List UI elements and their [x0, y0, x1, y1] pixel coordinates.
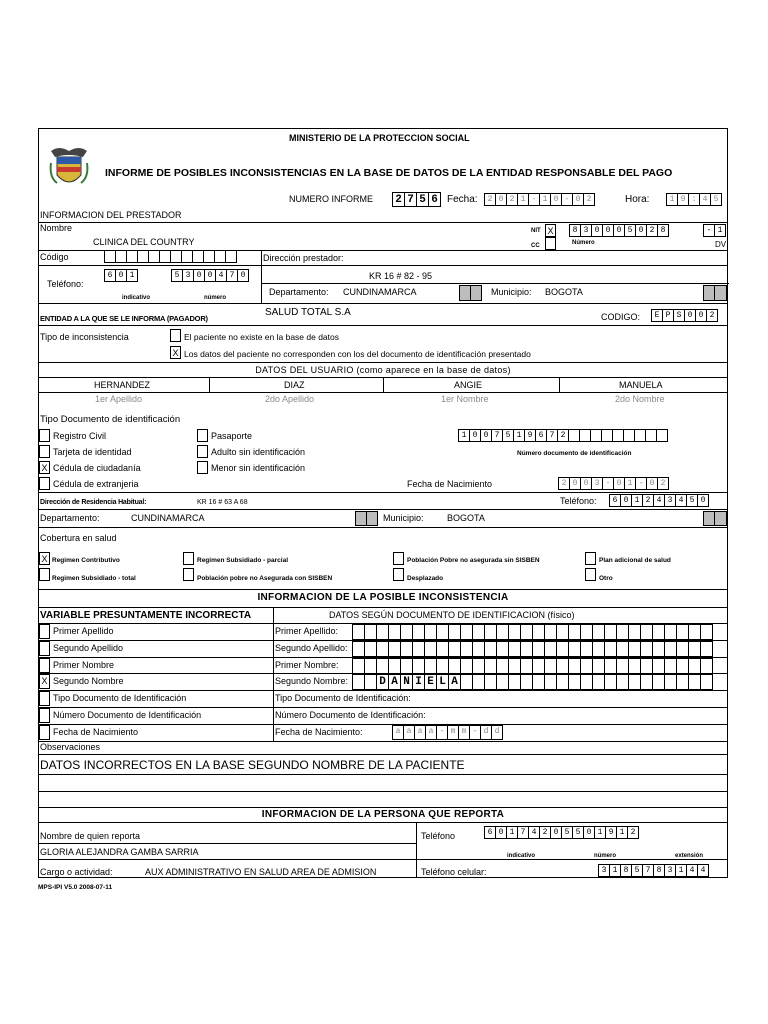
telefono-box[interactable]: 5: [171, 269, 183, 282]
fecha-nacimiento-box[interactable]: -: [602, 477, 614, 490]
telefono-reporta-box[interactable]: 6: [484, 826, 496, 839]
municipio-usuario-label: Municipio:: [383, 513, 424, 523]
cargo-value: AUX ADMINISTRATIVO EN SALUD AREA DE ADMISION: [145, 867, 377, 877]
segundo-nombre-document-box[interactable]: [700, 674, 713, 690]
hora-box[interactable]: 9: [677, 193, 689, 206]
celular-box[interactable]: 8: [653, 864, 665, 877]
hora-label: Hora:: [625, 194, 650, 205]
desplazado-checkbox[interactable]: [393, 568, 404, 581]
numero-documento-document-label: Número Documento de Identificación:: [275, 710, 426, 720]
datos-usuario-title: DATOS DEL USUARIO (como aparece en la base de datos): [255, 365, 511, 375]
numero-tel-label: número: [204, 295, 227, 301]
fecha-nacimiento-variable-label: Fecha de Nacimiento: [53, 726, 139, 737]
celular-box[interactable]: 3: [664, 864, 676, 877]
segundo-apellido-value: DIAZ: [284, 380, 305, 390]
fecha-nacimiento-placeholder-box[interactable]: a: [403, 725, 415, 740]
subsidiado-parcial-checkbox[interactable]: [183, 552, 194, 565]
celular-box[interactable]: 4: [697, 864, 709, 877]
otro-checkbox[interactable]: [585, 568, 596, 581]
fecha-nacimiento-box[interactable]: 0: [646, 477, 658, 490]
segundo-nombre-value: MANUELA: [619, 380, 663, 390]
pobre-sin-sisben-option: Población Pobre no asegurada sin SISBEN: [407, 557, 540, 564]
telefono-usuario-boxes: [610, 494, 709, 507]
hora-box[interactable]: 4: [699, 193, 711, 206]
dv-box[interactable]: 1: [714, 224, 726, 237]
fecha-nacimiento-placeholder-box[interactable]: -: [469, 725, 481, 740]
no-existe-option: El paciente no existe en la base de datos: [184, 332, 339, 342]
segundo-nombre-document-box[interactable]: I: [412, 674, 425, 690]
telefono-usuario-box[interactable]: 3: [664, 494, 676, 507]
lbl-segundo-apellido: 2do Apellido: [265, 394, 315, 404]
nit-box[interactable]: 0: [635, 224, 647, 237]
lbl-primer-nombre: 1er Nombre: [441, 394, 489, 404]
dv-label: DV: [715, 240, 727, 249]
codigo-entidad-box[interactable]: S: [673, 309, 685, 322]
telefono-usuario-box[interactable]: 4: [653, 494, 665, 507]
telefono-usuario-box[interactable]: 5: [686, 494, 698, 507]
codigo-entidad-boxes: [652, 309, 718, 322]
primer-nombre-document-label: Primer Nombre:: [275, 659, 339, 670]
contributivo-option: Regimen Contributivo: [52, 557, 120, 564]
variable-incorrecta-label: VARIABLE PRESUNTAMENTE INCORRECTA: [40, 610, 252, 621]
prestador-nombre: CLINICA DEL COUNTRY: [93, 237, 195, 247]
cargo-label: Cargo o actividad:: [40, 867, 113, 877]
fecha-nacimiento-placeholder-box[interactable]: a: [392, 725, 404, 740]
fecha-nacimiento-box[interactable]: -: [635, 477, 647, 490]
registro-civil-option: Registro Civil: [53, 431, 107, 441]
telefono-reporta-box[interactable]: 0: [495, 826, 507, 839]
documento-box[interactable]: [656, 429, 668, 442]
fecha-nacimiento-box[interactable]: 2: [558, 477, 570, 490]
hora-boxes: [667, 193, 722, 206]
codigo-box[interactable]: [225, 250, 237, 263]
celular-box[interactable]: 8: [620, 864, 632, 877]
telefono-reporta-box[interactable]: 1: [506, 826, 518, 839]
telefono-reporta-box[interactable]: 1: [594, 826, 606, 839]
telefono-reporta-box[interactable]: 5: [572, 826, 584, 839]
direccion-residencia: KR 16 # 63 A 68: [197, 499, 248, 506]
datos-documento-label: DATOS SEGÚN DOCUMENTO DE IDENTIFICACION (físico): [329, 610, 575, 620]
documento-box[interactable]: 5: [502, 429, 514, 442]
indicativo-box[interactable]: 0: [115, 269, 127, 282]
fecha-nacimiento-box[interactable]: 1: [624, 477, 636, 490]
primer-nombre-variable-checkbox[interactable]: [39, 658, 50, 673]
direccion-residencia-label: Dirección de Residencia Habitual:: [40, 499, 147, 506]
extension-reporta-label: extensión: [675, 853, 704, 859]
segundo-apellido-document-label: Segundo Apellido:: [275, 642, 348, 653]
nit-box[interactable]: 0: [613, 224, 625, 237]
segundo-nombre-document-box[interactable]: N: [400, 674, 413, 690]
municipio-prestador: BOGOTA: [545, 287, 583, 297]
fecha-nacimiento-placeholder-box[interactable]: d: [480, 725, 492, 740]
contributivo-checkbox[interactable]: X: [39, 552, 50, 565]
no-corresponden-option: Los datos del paciente no corresponden con los del documento de identificación presentado: [184, 349, 531, 359]
adulto-checkbox[interactable]: [197, 445, 208, 458]
no-existe-checkbox[interactable]: [170, 329, 181, 342]
celular-box[interactable]: 3: [598, 864, 610, 877]
segundo-nombre-document-label: Segundo Nombre:: [275, 676, 349, 687]
documento-box[interactable]: 1: [458, 429, 470, 442]
codigo-boxes: [105, 250, 237, 263]
telefono-reporta-box[interactable]: 0: [583, 826, 595, 839]
tarjeta-checkbox[interactable]: [39, 445, 50, 458]
tipo-documento-label: Tipo Documento de identificación: [40, 414, 181, 425]
nit-box[interactable]: 2: [646, 224, 658, 237]
documento-box[interactable]: 2: [557, 429, 569, 442]
celular-box[interactable]: 4: [686, 864, 698, 877]
primer-apellido-value: HERNANDEZ: [94, 380, 151, 390]
segundo-apellido-variable-checkbox[interactable]: [39, 641, 50, 656]
telefono-usuario-box[interactable]: 1: [631, 494, 643, 507]
departamento-prestador-label: Departamento:: [269, 287, 329, 297]
telefono-box[interactable]: 3: [182, 269, 194, 282]
codigo-entidad-box[interactable]: 2: [706, 309, 718, 322]
fecha-box[interactable]: 1: [539, 193, 551, 206]
plan-adicional-option: Plan adicional de salud: [599, 557, 671, 564]
fecha-nacimiento-placeholder-boxes: [393, 725, 503, 740]
nit-box[interactable]: 8: [569, 224, 581, 237]
fecha-boxes: [485, 193, 595, 206]
persona-reporta-title: INFORMACION DE LA PERSONA QUE REPORTA: [261, 809, 505, 820]
primer-apellido-variable-checkbox[interactable]: [39, 624, 50, 639]
telefono-reporta-box[interactable]: 4: [528, 826, 540, 839]
numero-reporta-label: número: [594, 853, 617, 859]
cobertura-label: Cobertura en salud: [40, 533, 117, 543]
subsidiado-total-option: Regimen Subsidiado - total: [52, 575, 136, 582]
numero-documento-variable-checkbox[interactable]: [39, 708, 50, 723]
pobre-asegurada-option: Población pobre no Asegurada con SISBEN: [197, 575, 333, 582]
documento-box[interactable]: 7: [491, 429, 503, 442]
fecha-box[interactable]: 2: [484, 193, 496, 206]
municipio-usuario: BOGOTA: [447, 513, 485, 523]
fecha-nacimiento-placeholder-box[interactable]: a: [414, 725, 426, 740]
telefono-usuario-box[interactable]: 4: [675, 494, 687, 507]
fecha-nacimiento-variable-checkbox[interactable]: [39, 725, 50, 740]
primer-nombre-variable-label: Primer Nombre: [53, 659, 115, 670]
documento-box[interactable]: 7: [546, 429, 558, 442]
pasaporte-checkbox[interactable]: [197, 429, 208, 442]
numero-informe-box[interactable]: 5: [416, 192, 429, 207]
municipio-prestador-label: Municipio:: [491, 287, 532, 297]
telefono-reporta-box[interactable]: 1: [616, 826, 628, 839]
primer-nombre-value: ANGIE: [454, 380, 483, 390]
codigo-entidad-box[interactable]: E: [651, 309, 663, 322]
telefono-box[interactable]: 7: [226, 269, 238, 282]
telefono-reporta-box[interactable]: 0: [550, 826, 562, 839]
pasaporte-option: Pasaporte: [211, 431, 253, 441]
codigo-entidad-label: CODIGO:: [601, 312, 641, 322]
telefono-usuario-box[interactable]: 2: [642, 494, 654, 507]
documento-box[interactable]: 6: [535, 429, 547, 442]
primer-apellido-document-box[interactable]: [700, 624, 713, 640]
nit-number-boxes: [570, 224, 669, 237]
dv-box[interactable]: -: [703, 224, 715, 237]
fecha-box[interactable]: 0: [572, 193, 584, 206]
no-corresponden-checkbox[interactable]: X: [170, 346, 181, 359]
direccion-prestador-label: Dirección prestador:: [263, 253, 344, 263]
telefono-box[interactable]: 4: [215, 269, 227, 282]
segundo-nombre-document-box[interactable]: A: [388, 674, 401, 690]
primer-nombre-document-box[interactable]: [700, 658, 713, 674]
primer-apellido-document-boxes: [353, 624, 713, 640]
menor-checkbox[interactable]: [197, 461, 208, 474]
segundo-apellido-document-boxes: [353, 641, 713, 657]
extranjeria-checkbox[interactable]: [39, 477, 50, 490]
numero-small-label: Número: [572, 240, 595, 246]
nombre-reporta-label: Nombre de quien reporta: [40, 831, 141, 841]
colombia-coat-of-arms-icon: [47, 143, 91, 193]
segundo-nombre-document-box[interactable]: D: [376, 674, 389, 690]
fecha-nacimiento-label: Fecha de Nacimiento: [407, 479, 493, 489]
celular-box[interactable]: 1: [675, 864, 687, 877]
plan-adicional-checkbox[interactable]: [585, 552, 596, 565]
fecha-nacimiento-document-label: Fecha de Nacimiento:: [275, 726, 363, 737]
indicativo-box[interactable]: 1: [126, 269, 138, 282]
nombre-label: Nombre: [40, 223, 73, 233]
menor-option: Menor sin identificación: [211, 463, 306, 473]
celular-box[interactable]: 1: [609, 864, 621, 877]
celular-box[interactable]: 7: [642, 864, 654, 877]
telefono-reporta-box[interactable]: 5: [561, 826, 573, 839]
desplazado-option: Desplazado: [407, 575, 444, 582]
indicativo-label: indicativo: [122, 295, 151, 301]
departamento-usuario-label: Departamento:: [40, 513, 100, 523]
codigo-entidad-box[interactable]: P: [662, 309, 674, 322]
fecha-box[interactable]: 0: [495, 193, 507, 206]
numero-informe-box[interactable]: 2: [392, 192, 405, 207]
primer-apellido-document-label: Primer Apellido:: [275, 626, 339, 636]
telefono-usuario-box[interactable]: 0: [620, 494, 632, 507]
segundo-nombre-document-box[interactable]: L: [436, 674, 449, 690]
codigo-entidad-box[interactable]: 0: [695, 309, 707, 322]
fecha-box[interactable]: 2: [506, 193, 518, 206]
telefono-reporta-boxes: [485, 826, 639, 839]
documento-numero-label: Número documento de identificación: [517, 450, 632, 457]
fecha-nacimiento-box[interactable]: 2: [657, 477, 669, 490]
documento-box[interactable]: 0: [480, 429, 492, 442]
otro-option: Otro: [599, 575, 613, 582]
indicativo-boxes: [105, 269, 138, 282]
extranjeria-option: Cédula de extranjeria: [53, 479, 139, 489]
hora-box[interactable]: 5: [710, 193, 722, 206]
ministry-name: MINISTERIO DE LA PROTECCION SOCIAL: [289, 133, 470, 143]
numero-informe-label: NUMERO INFORME: [289, 194, 373, 204]
fecha-label: Fecha:: [447, 194, 478, 205]
cc-checkbox[interactable]: [545, 237, 556, 250]
adulto-option: Adulto sin identificación: [211, 447, 306, 457]
cedula-option: Cédula de ciudadanía: [53, 463, 141, 473]
tipo-documento-variable-label: Tipo Documento de Identificación: [53, 693, 187, 704]
telefono-usuario-box[interactable]: 0: [697, 494, 709, 507]
dv-boxes: [704, 224, 726, 237]
documento-box[interactable]: 0: [469, 429, 481, 442]
telefono-reporta-box[interactable]: 2: [627, 826, 639, 839]
pobre-sin-sisben-checkbox[interactable]: [393, 552, 404, 565]
fecha-nacimiento-placeholder-box[interactable]: m: [447, 725, 459, 740]
nit-box[interactable]: 8: [657, 224, 669, 237]
nit-box[interactable]: 0: [591, 224, 603, 237]
departamento-usuario: CUNDINAMARCA: [131, 513, 205, 523]
hora-box[interactable]: 1: [666, 193, 678, 206]
celular-box[interactable]: 5: [631, 864, 643, 877]
telefono-box[interactable]: 0: [193, 269, 205, 282]
segundo-apellido-variable-label: Segundo Apellido: [53, 642, 124, 653]
cedula-checkbox[interactable]: X: [39, 461, 50, 474]
subsidiado-total-checkbox[interactable]: [39, 568, 50, 581]
numero-informe-box[interactable]: 6: [428, 192, 441, 207]
indicativo-reporta-label: indicativo: [507, 853, 536, 859]
fecha-nacimiento-placeholder-box[interactable]: a: [425, 725, 437, 740]
documento-numero-boxes: [459, 429, 668, 442]
fecha-nacimiento-box[interactable]: 0: [580, 477, 592, 490]
fecha-box[interactable]: -: [561, 193, 573, 206]
fecha-nacimiento-placeholder-box[interactable]: d: [491, 725, 503, 740]
entidad-label: ENTIDAD A LA QUE SE LE INFORMA (PAGADOR): [40, 314, 208, 323]
segundo-nombre-document-box[interactable]: A: [448, 674, 461, 690]
codigo-label: Código: [40, 252, 69, 262]
report-title: INFORME DE POSIBLES INCONSISTENCIAS EN LA BASE DE DATOS DE LA ENTIDAD RESPONSABLE DEL PAGO: [105, 167, 673, 179]
telefono-prestador-boxes: [172, 269, 249, 282]
nit-checkbox[interactable]: X: [545, 224, 556, 237]
registro-civil-checkbox[interactable]: [39, 429, 50, 442]
fecha-box[interactable]: -: [528, 193, 540, 206]
entidad-nombre: SALUD TOTAL S.A: [265, 307, 351, 318]
lbl-segundo-nombre: 2do Nombre: [615, 394, 665, 404]
inconsistency-report-form: [38, 128, 728, 878]
hora-box[interactable]: :: [688, 193, 700, 206]
primer-apellido-variable-label: Primer Apellido: [53, 626, 114, 636]
numero-informe-box[interactable]: 7: [404, 192, 417, 207]
fecha-nacimiento-box[interactable]: 3: [591, 477, 603, 490]
fecha-nacimiento-box[interactable]: 0: [569, 477, 581, 490]
primer-nombre-document-boxes: [353, 658, 713, 674]
documento-box[interactable]: 9: [524, 429, 536, 442]
telefono-box[interactable]: 0: [204, 269, 216, 282]
prestador-direccion: KR 16 # 82 - 95: [369, 271, 433, 281]
numero-documento-variable-label: Número Documento de Identificación: [53, 710, 202, 720]
segundo-nombre-variable-label: Segundo Nombre: [53, 676, 124, 687]
segundo-apellido-document-box[interactable]: [700, 641, 713, 657]
segundo-nombre-document-boxes: [353, 674, 713, 690]
tarjeta-option: Tarjeta de identidad: [53, 447, 132, 457]
observaciones-label: Observaciones: [40, 742, 101, 752]
subsidiado-parcial-option: Regimen Subsidiado - parcial: [197, 557, 289, 564]
numero-informe-boxes: [393, 192, 441, 207]
celular-label: Teléfono celular:: [421, 867, 487, 877]
telefono-box[interactable]: 0: [237, 269, 249, 282]
prestador-section-title: INFORMACION DEL PRESTADOR: [40, 210, 182, 220]
nit-label: NIT: [531, 228, 541, 234]
telefono-reporta-box[interactable]: 2: [539, 826, 551, 839]
fecha-box[interactable]: 1: [517, 193, 529, 206]
telefono-reporta-box[interactable]: 9: [605, 826, 617, 839]
fecha-box[interactable]: 0: [550, 193, 562, 206]
telefono-usuario-box[interactable]: 6: [609, 494, 621, 507]
pobre-asegurada-checkbox[interactable]: [183, 568, 194, 581]
cc-label: CC: [531, 243, 540, 249]
indicativo-box[interactable]: 6: [104, 269, 116, 282]
nit-box[interactable]: 0: [602, 224, 614, 237]
telefono-reporta-box[interactable]: 7: [517, 826, 529, 839]
fecha-nacimiento-placeholder-box[interactable]: m: [458, 725, 470, 740]
tipo-inconsistencia-label: Tipo de inconsistencia: [40, 332, 129, 342]
departamento-prestador: CUNDINAMARCA: [343, 287, 417, 297]
telefono-usuario-label: Teléfono:: [560, 496, 597, 506]
telefono-reporta-label: Teléfono: [421, 831, 456, 841]
observaciones-text: DATOS INCORRECTOS EN LA BASE SEGUNDO NOMBRE DE LA PACIENTE: [40, 758, 465, 772]
celular-boxes: [599, 864, 709, 877]
fecha-nacimiento-placeholder-box[interactable]: -: [436, 725, 448, 740]
lbl-primer-apellido: 1er Apellido: [95, 394, 143, 404]
posible-inconsistencia-title: INFORMACION DE LA POSIBLE INCONSISTENCIA: [257, 592, 509, 603]
tipo-documento-variable-checkbox[interactable]: [39, 691, 50, 706]
nit-box[interactable]: 3: [580, 224, 592, 237]
segundo-nombre-variable-checkbox[interactable]: X: [39, 674, 50, 689]
fecha-box[interactable]: 2: [583, 193, 595, 206]
documento-box[interactable]: 1: [513, 429, 525, 442]
form-version: MPS-IPI V5.0 2008-07-11: [38, 884, 113, 891]
segundo-nombre-document-box[interactable]: E: [424, 674, 437, 690]
tipo-documento-document-label: Tipo Documento de Identificación:: [275, 693, 411, 704]
telefono-prestador-label: Teléfono:: [47, 279, 84, 289]
fecha-nacimiento-box[interactable]: 0: [613, 477, 625, 490]
nombre-reporta: GLORIA ALEJANDRA GAMBA SARRIA: [40, 847, 199, 857]
codigo-entidad-box[interactable]: 0: [684, 309, 696, 322]
nit-box[interactable]: 5: [624, 224, 636, 237]
fecha-nacimiento-boxes: [559, 477, 669, 490]
